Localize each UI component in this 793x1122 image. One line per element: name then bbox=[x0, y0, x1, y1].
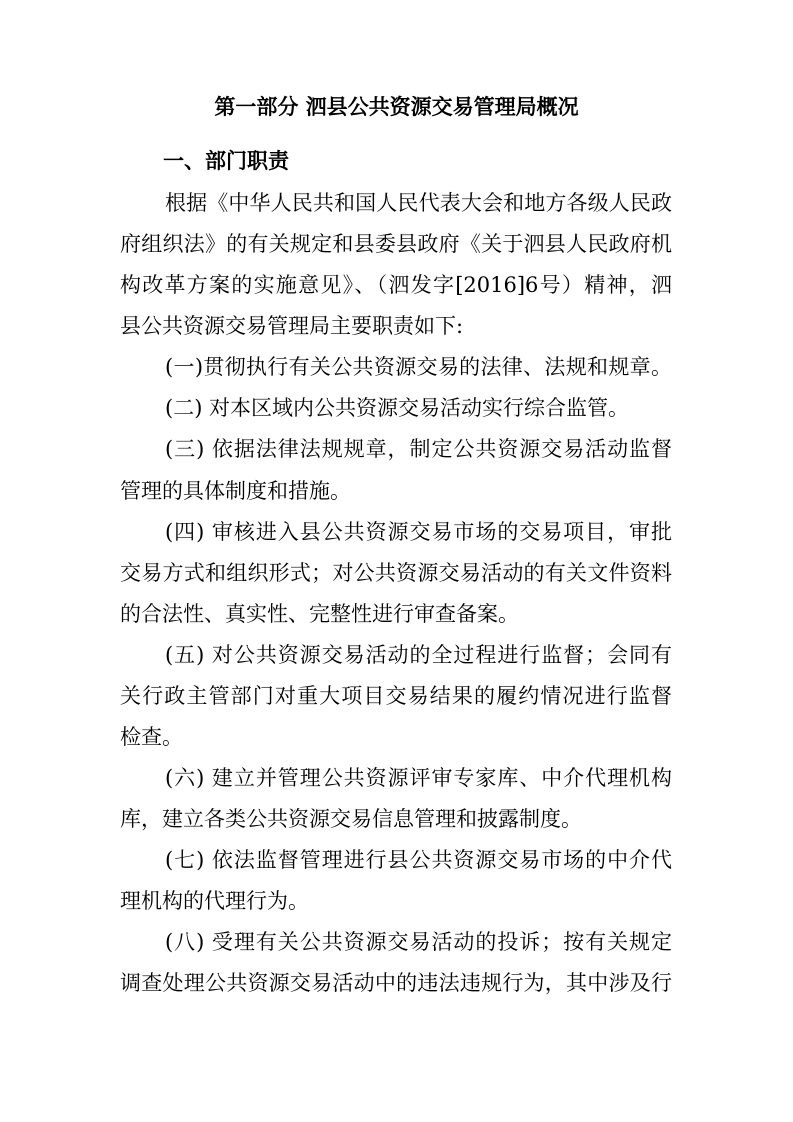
paragraph-line: (四) 审核进入县公共资源交易市场的交易项目，审批 bbox=[165, 520, 672, 544]
paragraph-line: 调查处理公共资源交易活动中的违法违规行为，其中涉及行 bbox=[120, 971, 672, 995]
paragraph-line: (一)贯彻执行有关公共资源交易的法律、法规和规章。 bbox=[165, 355, 672, 379]
paragraph-line: (二) 对本区域内公共资源交易活动实行综合监管。 bbox=[165, 396, 630, 420]
paragraph-line: 府组织法》的有关规定和县委县政府《关于泗县人民政府机 bbox=[120, 232, 672, 256]
paragraph-line: (五) 对公共资源交易活动的全过程进行监督；会同有 bbox=[165, 643, 672, 667]
paragraph-line: (八) 受理有关公共资源交易活动的投诉；按有关规定 bbox=[165, 930, 672, 954]
paragraph-line: (六) 建立并管理公共资源评审专家库、中介代理机构 bbox=[165, 766, 672, 790]
paragraph-line: 关行政主管部门对重大项目交易结果的履约情况进行监督 bbox=[120, 684, 672, 708]
paragraph-line: 构改革方案的实施意见》、（泗发字[2016]6号）精神，泗 bbox=[120, 273, 672, 297]
paragraph-line: 库，建立各类公共资源交易信息管理和披露制度。 bbox=[120, 807, 582, 831]
paragraph-line: (三) 依据法律法规规章，制定公共资源交易活动监督 bbox=[165, 437, 672, 461]
paragraph-line: 县公共资源交易管理局主要职责如下: bbox=[120, 314, 464, 338]
paragraph-line: 的合法性、真实性、完整性进行审查备案。 bbox=[120, 602, 519, 626]
paragraph-line: 管理的具体制度和措施。 bbox=[120, 479, 351, 503]
paragraph-line: 理机构的代理行为。 bbox=[120, 889, 309, 913]
paragraph-line: 根据《中华人民共和国人民代表大会和地方各级人民政 bbox=[165, 191, 672, 215]
paragraph-line: 检查。 bbox=[120, 725, 183, 749]
document-title: 第一部分 泗县公共资源交易管理局概况 bbox=[214, 95, 579, 119]
paragraph-line: (七) 依法监督管理进行县公共资源交易市场的中介代 bbox=[165, 848, 672, 872]
section-heading: 一、部门职责 bbox=[163, 149, 289, 173]
paragraph-line: 交易方式和组织形式；对公共资源交易活动的有关文件资料 bbox=[120, 561, 672, 585]
